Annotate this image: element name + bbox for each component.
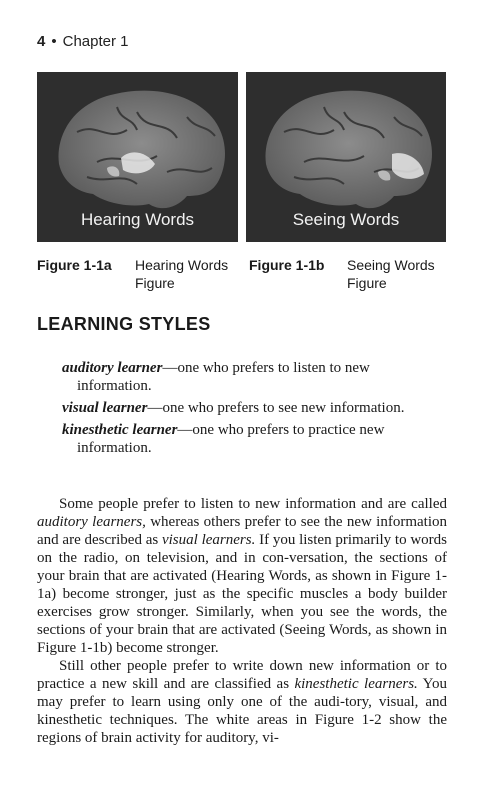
definition-item [62,399,432,417]
figure-hearing-words-image [37,72,238,242]
definition-text: —one who prefers to listen to new information. [77,360,370,394]
text-run: Still other people prefer to write down new information or to practice a new skill and are classified as [37,658,447,692]
chapter-label: Chapter 1 [62,33,129,50]
definition-item [62,359,432,395]
emphasis: auditory learners, [37,514,146,530]
definition-text: —one who prefers to see new information. [147,400,405,416]
text-run: whereas others prefer to see the new information and are described as [37,514,447,548]
definitions-list [62,359,432,461]
figure-description: Hearing Words Figure [135,257,229,291]
paragraph [37,657,447,747]
page-header [37,33,128,50]
definition-term: kinesthetic learner [62,422,178,438]
definition-term: auditory learner [62,360,163,376]
figure-seeing-words-image [246,72,446,242]
page-number: 4 [37,33,46,50]
text-run: You may prefer to learn using only one of the audi-tory, visual, and kinesthetic techniques. The white areas in Figure 1-2 show the regions of brain activity for auditory, vi- [37,676,447,746]
figure-number: Figure 1-1b [249,257,325,273]
body-text [37,495,447,747]
figure-number: Figure 1-1a [37,257,112,273]
text-run: If you listen primarily to words on the radio, on television, and in con-versation, the sections of your brain that are activated (Hearing Words, as shown in Figure 1-1a) become stronger, just as the specific muscles a body builder exercises grow stronger. Similarly, when you see the words, the sections of your brain that are activated (Seeing Words, as shown in Figure 1-1b) become stronger. [37,532,448,656]
figure-image-caption: Hearing Words [80,210,195,229]
section-title: LEARNING STYLES [37,314,211,334]
text-run: Some people prefer to listen to new information and are called [59,496,447,512]
definition-item [62,421,432,457]
paragraph [37,495,447,657]
figure-description: Seeing Words Figure [347,257,435,291]
header-separator: • [51,33,57,50]
emphasis: visual learners. [161,532,256,548]
figure-image-caption: Seeing Words [292,210,400,229]
definition-term: visual learner [62,400,148,416]
emphasis: kinesthetic learners. [294,676,418,692]
definition-text: —one who prefers to practice new information. [77,422,385,456]
